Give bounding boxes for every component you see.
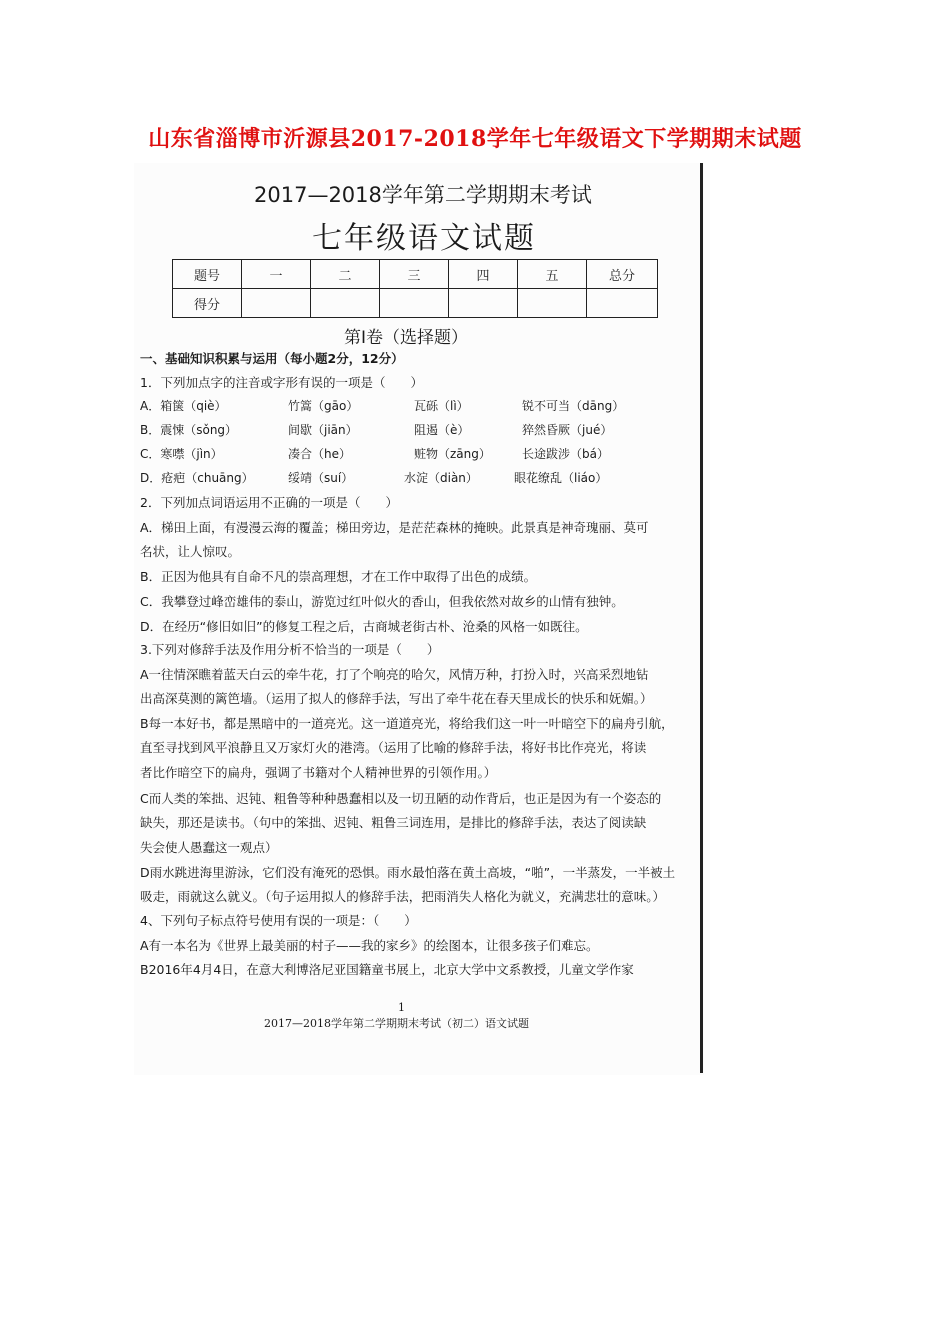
q2-line: A．梯田上面，有漫漫云海的覆盖；梯田旁边，是茫茫森林的掩映。此景真是神奇瑰丽、莫可 bbox=[140, 520, 649, 535]
q1-option: 瓦砾（lì） bbox=[414, 399, 469, 413]
question-3-stem: 3.下列对修辞手法及作用分析不恰当的一项是（ ） bbox=[140, 642, 440, 657]
score-header-cell: 二 bbox=[311, 260, 380, 289]
score-cell bbox=[242, 289, 311, 318]
score-table-score-row bbox=[173, 289, 658, 318]
q3-line: D雨水跳进海里游泳，它们没有淹死的恐惧。雨水最怕落在黄土高坡，“啪”，一半蒸发，一半被土 bbox=[140, 865, 676, 880]
score-cell bbox=[380, 289, 449, 318]
q3-line: 失会使人愚蠢这一观点） bbox=[140, 840, 278, 855]
exam-title: 2017—2018学年第二学期期末考试 bbox=[254, 183, 592, 207]
q1-option: C．寒噤（jìn） bbox=[140, 447, 223, 461]
q1-option: A．箱箧（qiè） bbox=[140, 399, 227, 413]
score-header-cell: 一 bbox=[242, 260, 311, 289]
q1-option: 眼花缭乱（liáo） bbox=[514, 471, 608, 485]
score-cell bbox=[587, 289, 658, 318]
q2-line: B．正因为他具有自命不凡的崇高理想，才在工作中取得了出色的成绩。 bbox=[140, 569, 537, 584]
scanned-exam-page bbox=[134, 163, 704, 1075]
q1-option: B．震悚（sǒng） bbox=[140, 423, 238, 437]
q1-option: D．疮疤（chuāng） bbox=[140, 471, 254, 485]
q4-line: A有一本名为《世界上最美丽的村子——我的家乡》的绘图本，让很多孩子们难忘。 bbox=[140, 938, 599, 953]
q1-option: 水淀（diàn） bbox=[404, 471, 478, 485]
q2-line: 名状，让人惊叹。 bbox=[140, 544, 241, 559]
score-cell bbox=[449, 289, 518, 318]
q3-line: 出高深莫测的篱笆墙。（运用了拟人的修辞手法，写出了牵牛花在春天里成长的快乐和妩媚。） bbox=[140, 691, 653, 706]
score-header-cell: 总分 bbox=[587, 260, 658, 289]
q3-line: C而人类的笨拙、迟钝、粗鲁等种种愚蠢相以及一切丑陋的动作背后，也正是因为有一个姿态的 bbox=[140, 791, 662, 806]
q1-option: 锐不可当（dāng） bbox=[522, 399, 625, 413]
q3-line: A一往情深瞧着蓝天白云的牵牛花，打了个响亮的哈欠，风情万种，打扮入时，兴高采烈地钻 bbox=[140, 667, 649, 682]
q3-line: 直至寻找到风平浪静且又万家灯火的港湾。（运用了比喻的修辞手法，将好书比作亮光，将读 bbox=[140, 740, 647, 755]
q1-option: 绥靖（suí） bbox=[288, 471, 354, 485]
score-cell bbox=[518, 289, 587, 318]
q1-option: 凑合（he） bbox=[288, 447, 351, 461]
score-row-label: 得分 bbox=[173, 289, 242, 318]
question-1-stem: 1．下列加点字的注音或字形有误的一项是（ ） bbox=[140, 375, 423, 390]
document-title: 山东省淄博市沂源县2017-2018学年七年级语文下学期期末试题 bbox=[148, 126, 802, 152]
subject-title: 七年级语文试题 bbox=[312, 221, 536, 256]
score-table bbox=[172, 259, 658, 318]
score-table-header-row bbox=[173, 260, 658, 289]
question-2-stem: 2．下列加点词语运用不正确的一项是（ ） bbox=[140, 495, 398, 510]
q1-option: 猝然昏厥（jué） bbox=[522, 423, 613, 437]
part-heading: 一、基础知识积累与运用（每小题2分，12分） bbox=[140, 351, 404, 366]
q1-option: 阻遏（è） bbox=[414, 423, 470, 437]
q3-line: 缺失，那还是读书。（句中的笨拙、迟钝、粗鲁三词连用，是排比的修辞手法，表达了阅读缺 bbox=[140, 815, 647, 830]
score-header-cell: 题号 bbox=[173, 260, 242, 289]
q3-line: B每一本好书，都是黑暗中的一道亮光。这一道道亮光，将给我们这一叶一叶暗空下的扁舟引航， bbox=[140, 716, 674, 731]
q1-option: 赃物（zāng） bbox=[414, 447, 491, 461]
score-header-cell: 四 bbox=[449, 260, 518, 289]
q1-option: 竹篙（gāo） bbox=[288, 399, 359, 413]
q3-line: 吸走，雨就这么就义。（句子运用拟人的修辞手法，把雨消失人格化为就义，充满悲壮的意味。） bbox=[140, 889, 666, 904]
q4-line: B2016年4月4日，在意大利博洛尼亚国籍童书展上，北京大学中文系教授，儿童文学作家 bbox=[140, 962, 634, 977]
score-cell bbox=[311, 289, 380, 318]
score-header-cell: 三 bbox=[380, 260, 449, 289]
footer-text: 2017—2018学年第二学期期末考试（初二）语文试题 bbox=[264, 1017, 529, 1030]
q1-option: 长途跋涉（bá） bbox=[522, 447, 609, 461]
score-header-cell: 五 bbox=[518, 260, 587, 289]
footer-page-number: 1 bbox=[398, 1001, 405, 1014]
section-title: 第Ⅰ卷（选择题） bbox=[344, 328, 469, 348]
scan-edge-shadow bbox=[700, 163, 703, 1073]
q2-line: D．在经历“修旧如旧”的修复工程之后，古商城老街古朴、沧桑的风格一如既往。 bbox=[140, 619, 588, 634]
q3-line: 者比作暗空下的扁舟，强调了书籍对个人精神世界的引领作用。） bbox=[140, 765, 497, 780]
q2-line: C．我攀登过峰峦雄伟的泰山，游览过红叶似火的香山，但我依然对故乡的山情有独钟。 bbox=[140, 594, 624, 609]
q1-option: 间歇（jiān） bbox=[288, 423, 358, 437]
question-4-stem: 4、下列句子标点符号使用有误的一项是：（ ） bbox=[140, 913, 417, 928]
